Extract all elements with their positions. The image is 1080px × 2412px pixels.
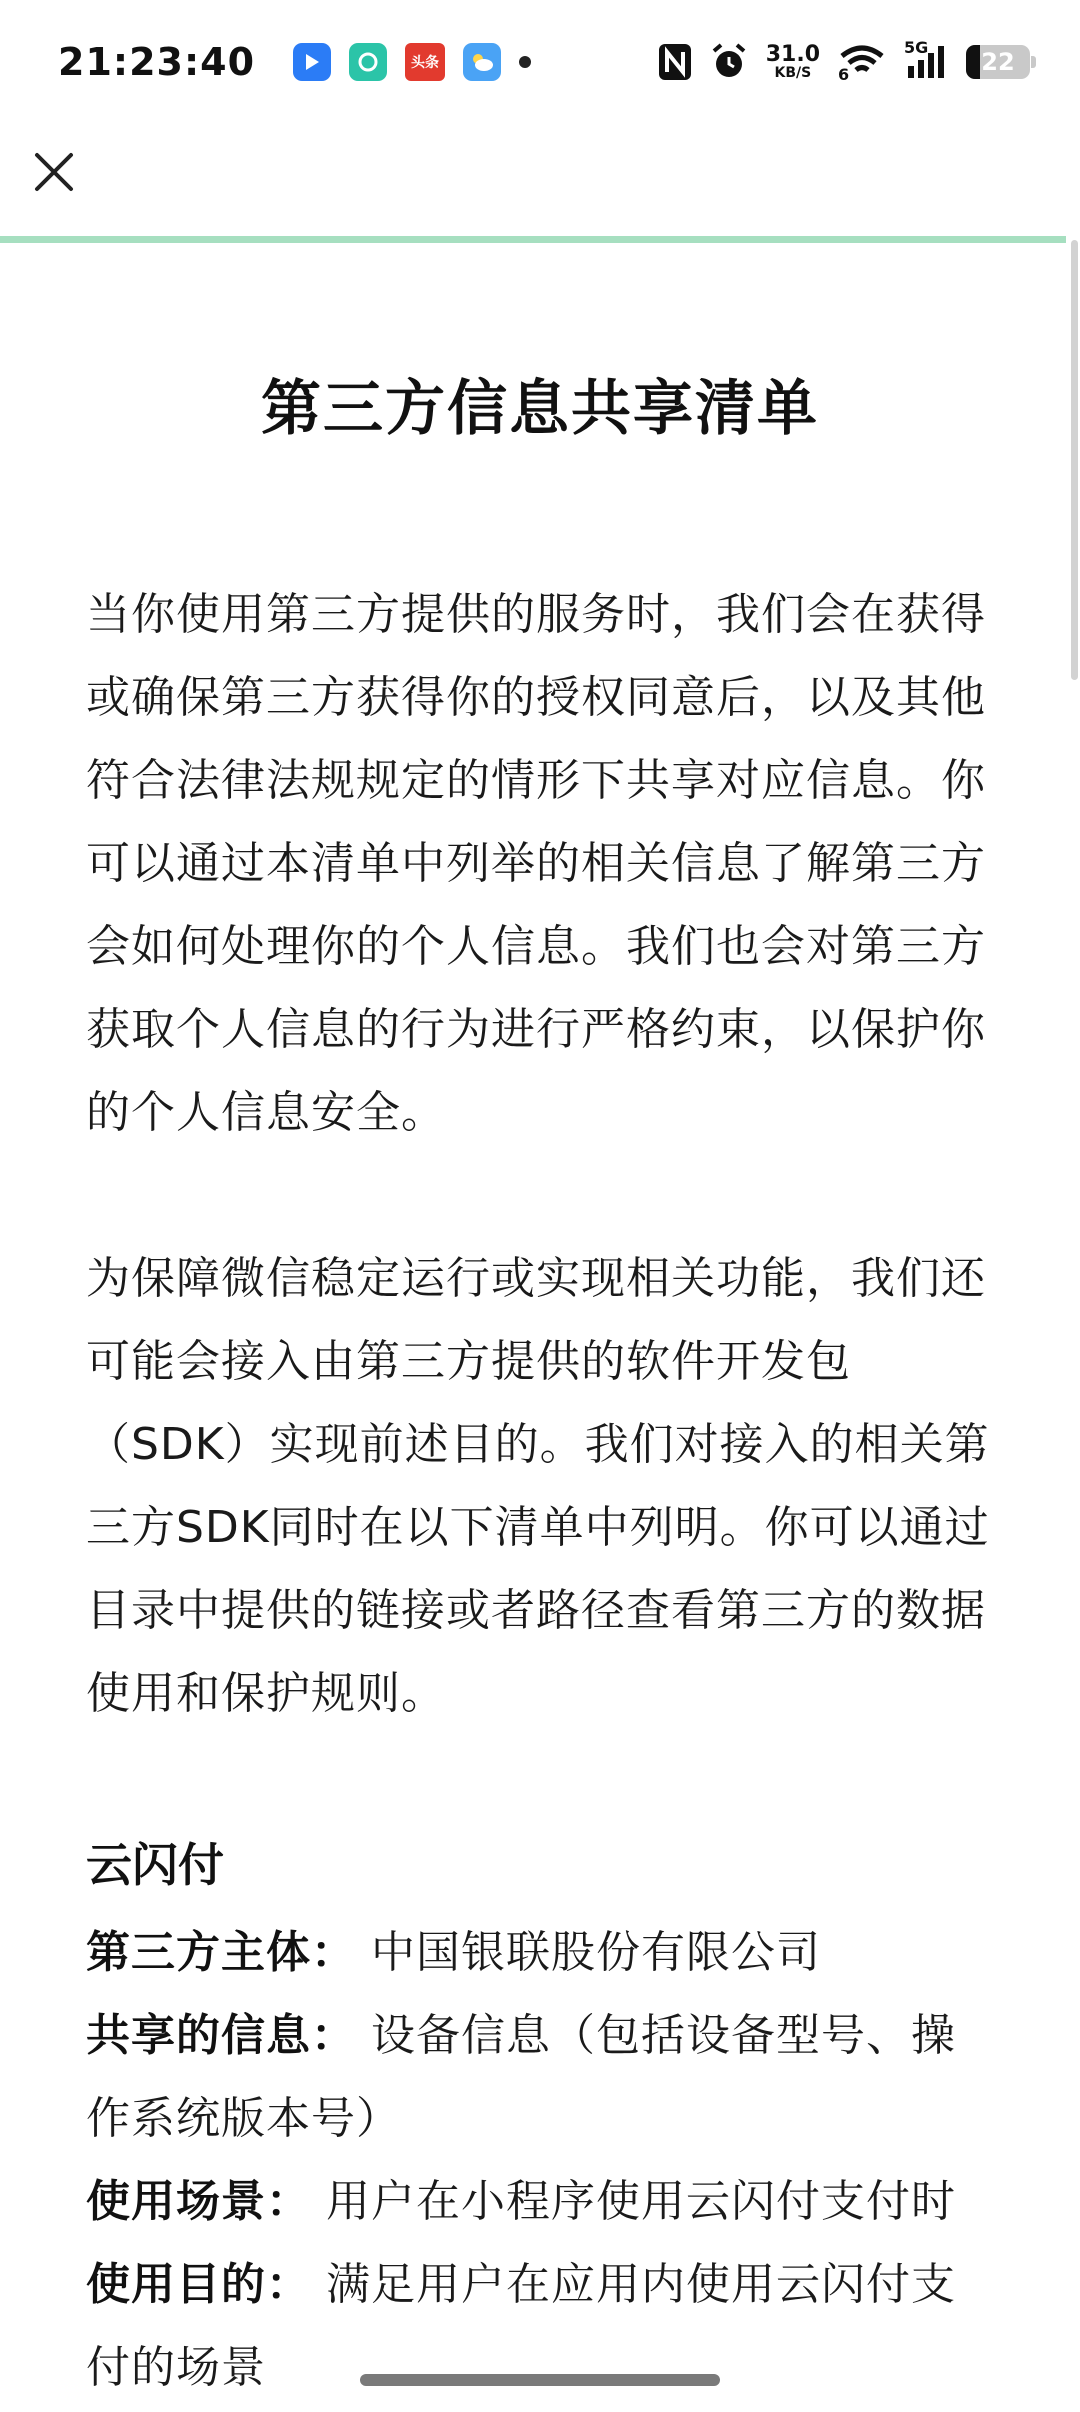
page-title: 第三方信息共享清单 — [261, 374, 819, 444]
field-value: 设备信息（包括设备型号、操作系统版本号） — [86, 2010, 956, 2144]
more-notifications-dot — [519, 56, 531, 68]
battery-tip — [1031, 56, 1036, 68]
field-key: 使用目的： — [86, 2259, 311, 2310]
nav-bar — [0, 124, 1080, 236]
section-title: 云闪付 — [86, 1838, 224, 1892]
wifi-badge: 6 — [838, 65, 850, 84]
battery-level: 22 — [981, 48, 1015, 76]
weather-icon — [463, 43, 501, 81]
field-third-party-entity — [86, 1911, 998, 1994]
teal-chat-icon — [349, 43, 387, 81]
field-key: 第三方主体： — [86, 1927, 356, 1978]
scrollbar[interactable] — [1071, 240, 1078, 680]
field-value: 中国银联股份有限公司 — [371, 1927, 821, 1978]
field-value: 满足用户在应用内使用云闪付支付的场景 — [86, 2259, 956, 2393]
status-bar — [0, 0, 1080, 124]
network-type: 5G — [904, 38, 929, 57]
field-shared-info — [86, 1994, 998, 2160]
field-usage-scenario — [86, 2160, 998, 2243]
field-key: 共享的信息： — [86, 2010, 356, 2061]
intro-paragraph: 当你使用第三方提供的服务时，我们会在获得或确保第三方获得你的授权同意后，以及其他符合法律法规规定的情形下共享对应信息。你可以通过本清单中列举的相关信息了解第三方会如何处理你的个人信息。我们也会对第三方获取个人信息的行为进行严格约束，以保护你的个人信息安全。 — [86, 589, 986, 1138]
home-indicator[interactable] — [360, 2374, 720, 2386]
alarm-icon — [710, 43, 748, 81]
cellular-signal-icon — [904, 38, 948, 80]
sdk-paragraph: 为保障微信稳定运行或实现相关功能，我们还可能会接入由第三方提供的软件开发包（SDK）实现前述目的。我们对接入的相关第三方SDK同时在以下清单中列明。你可以通过目录中提供的链接或者路径查看第三方的数据使用和保护规则。 — [86, 1253, 990, 1719]
close-button[interactable] — [26, 144, 82, 200]
field-key: 使用场景： — [86, 2176, 311, 2227]
network-speed-unit: KB/S — [774, 65, 812, 81]
wifi-icon — [838, 44, 886, 84]
status-right — [658, 38, 1030, 84]
nfc-icon — [658, 43, 692, 81]
status-left — [58, 40, 531, 84]
field-value: 用户在小程序使用云闪付支付时 — [326, 2176, 956, 2227]
web-content[interactable] — [0, 243, 1080, 2393]
close-icon — [34, 152, 74, 192]
network-speed — [766, 44, 820, 80]
toutiao-icon: 头条 — [405, 43, 445, 81]
page-load-progress-bar — [0, 236, 1066, 243]
battery-icon — [966, 45, 1030, 79]
clock: 21:23:40 — [58, 40, 256, 84]
network-speed-value: 31.0 — [765, 42, 820, 67]
battery-fill — [966, 45, 980, 79]
blue-app-icon — [293, 43, 331, 81]
